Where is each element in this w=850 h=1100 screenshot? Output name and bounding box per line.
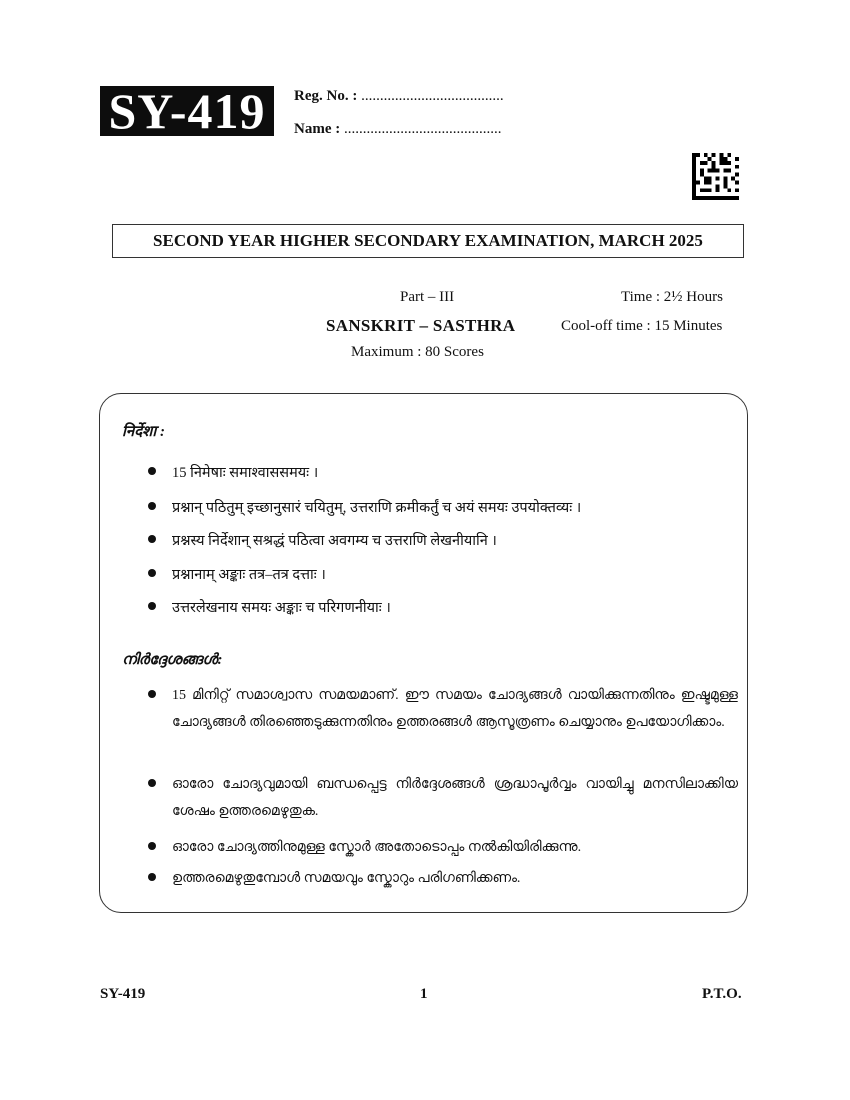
malayalam-instruction-item: ഉത്തരമെഴുതുമ്പോൾ സമയവും സ്കോറും പരിഗണിക്കണം. [172,871,521,886]
paper-code-badge: SY-419 [100,86,274,136]
bullet-icon [148,602,156,610]
pto-label: P.T.O. [702,986,742,1002]
bullet-icon [148,467,156,475]
name-line [294,121,501,138]
page-number: 1 [420,986,428,1002]
sanskrit-instruction-item: प्रश्नानाम् अङ्काः तत्र–तत्र दत्ताः । [172,567,326,583]
cool-off-label: Cool-off time : 15 Minutes [561,318,723,334]
malayalam-instructions-heading: നിർദ്ദേശങ്ങൾ: [122,652,223,668]
bullet-icon [148,873,156,881]
time-label: Time : 2½ Hours [621,289,723,305]
max-score-label: Maximum : 80 Scores [351,344,484,360]
bullet-icon [148,535,156,543]
sanskrit-instruction-item: प्रश्नान् पठितुम् इच्छानुसारं चयितुम्, उत्तराणि क्रमीकर्तुं च अयं समयः उपयोक्तव्यः । [172,500,582,516]
bullet-icon [148,842,156,850]
name-dots: .......................................... [343,121,502,137]
bullet-icon [148,690,156,698]
sanskrit-instruction-item: प्रश्नस्य निर्देशान् सश्रद्धं पठित्वा अवगम्य च उत्तराणि लेखनीयानि । [172,533,497,549]
sanskrit-instructions-heading: निर्देशा : [122,424,166,440]
bullet-icon [148,569,156,577]
malayalam-instruction-item: ഓരോ ചോദ്യത്തിനുമുള്ള സ്കോർ അതോടൊപ്പം നൽകിയിരിക്കുന്നു. [172,840,582,855]
part-label: Part – III [400,289,455,305]
name-label: Name : [294,121,341,137]
footer-paper-code: SY-419 [100,986,146,1002]
sanskrit-instruction-item: उत्तरलेखनाय समयः अङ्काः च परिगणनीयाः । [172,600,391,616]
reg-no-line [294,88,504,105]
datamatrix-code-icon [692,153,739,200]
bullet-icon [148,502,156,510]
subject-title: SANSKRIT – SASTHRA [326,316,516,335]
sanskrit-instruction-item: 15 निमेषाः समाश्वाससमयः । [172,465,319,481]
malayalam-instruction-item: ഓരോ ചോദ്യവുമായി ബന്ധപ്പെട്ട നിർദ്ദേശങ്ങൾ ശ്രദ്ധാപൂർവ്വം വായിച്ചു മനസിലാക്കിയ ശേഷം ഉത്തരമെഴുതുക. [172,777,738,819]
exam-title: SECOND YEAR HIGHER SECONDARY EXAMINATION, MARCH 2025 [112,224,744,258]
reg-no-label: Reg. No. : [294,88,358,104]
malayalam-instruction-item: 15 മിനിറ്റ് സമാശ്വാസ സമയമാണ്. ഈ സമയം ചോദ്യങ്ങൾ വായിക്കുന്നതിനും ഇഷ്ടമുള്ള ചോദ്യങ്ങൾ തിരഞ്ഞെടുക്കുന്നതിനും ഉത്തരങ്ങൾ ആസൂത്രണം ചെയ്യാനും ഉപയോഗിക്കാം. [172,688,738,730]
bullet-icon [148,779,156,787]
reg-no-dots: ...................................... [361,88,504,104]
